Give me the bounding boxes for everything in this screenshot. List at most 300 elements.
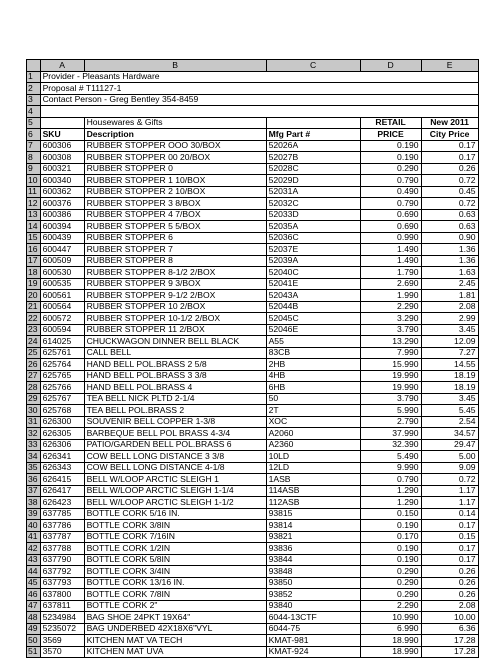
row-number[interactable]: 1 [27, 71, 41, 83]
sku-cell[interactable]: 600564 [40, 301, 84, 313]
description-cell[interactable]: BOTTLE CORK 3/8IN [84, 520, 266, 532]
column-header-b[interactable]: B [84, 60, 266, 72]
sku-cell[interactable]: 637785 [40, 508, 84, 520]
city-price-cell[interactable]: 6.36 [421, 623, 478, 635]
description-cell[interactable]: RUBBER STOPPER 9-1/2 2/BOX [84, 290, 266, 302]
sku-cell[interactable]: 625766 [40, 382, 84, 394]
table-row [27, 359, 479, 371]
sku-cell[interactable]: 600308 [40, 152, 84, 164]
sku-cell[interactable]: 600376 [40, 198, 84, 210]
sku-cell[interactable]: 600439 [40, 232, 84, 244]
row-number[interactable]: 31 [27, 416, 41, 428]
mfg-part-cell[interactable]: 6044-75 [266, 623, 360, 635]
city-price-cell[interactable]: 2.54 [421, 416, 478, 428]
sku-cell[interactable]: 637800 [40, 589, 84, 601]
mfg-part-cell[interactable]: 52032C [266, 198, 360, 210]
row-number[interactable]: 27 [27, 370, 41, 382]
row-number[interactable]: 8 [27, 152, 41, 164]
description-cell[interactable]: PATIO/GARDEN BELL POL.BRASS 6 [84, 439, 266, 451]
retail-price-cell[interactable]: 0.190 [360, 554, 421, 566]
description-cell[interactable]: BELL W/LOOP ARCTIC SLEIGH 1 [84, 474, 266, 486]
mfg-part-cell[interactable]: 93844 [266, 554, 360, 566]
sku-cell[interactable]: 600572 [40, 313, 84, 325]
sku-cell[interactable]: 626423 [40, 497, 84, 509]
row-number[interactable]: 7 [27, 140, 41, 152]
retail-price-cell[interactable]: 0.290 [360, 163, 421, 175]
retail-price-cell[interactable]: 1.790 [360, 267, 421, 279]
sku-header[interactable]: SKU [40, 129, 84, 141]
provider-cell[interactable]: Provider - Pleasants Hardware [40, 71, 478, 83]
city-price-cell[interactable]: 18.19 [421, 370, 478, 382]
mfg-part-cell[interactable]: 52046E [266, 324, 360, 336]
description-cell[interactable]: RUBBER STOPPER 8-1/2 2/BOX [84, 267, 266, 279]
retail-price-cell[interactable]: 0.790 [360, 175, 421, 187]
mfg-part-cell[interactable]: 93848 [266, 566, 360, 578]
city-price-cell[interactable]: 7.27 [421, 347, 478, 359]
sku-cell[interactable]: 600321 [40, 163, 84, 175]
row-number[interactable]: 25 [27, 347, 41, 359]
city-price-cell[interactable]: 1.36 [421, 244, 478, 256]
sku-cell[interactable]: 600447 [40, 244, 84, 256]
sku-cell[interactable]: 600535 [40, 278, 84, 290]
row-number[interactable]: 19 [27, 278, 41, 290]
mfg-part-cell[interactable]: 52027B [266, 152, 360, 164]
cell-a5[interactable] [40, 117, 84, 129]
description-cell[interactable]: BAG SHOE 24PKT 19X64" [84, 612, 266, 624]
row-number[interactable]: 6 [27, 129, 41, 141]
sku-cell[interactable]: 600306 [40, 140, 84, 152]
sku-cell[interactable]: 637786 [40, 520, 84, 532]
retail-price-cell[interactable]: 18.990 [360, 646, 421, 658]
description-cell[interactable]: BELL W/LOOP ARCTIC SLEIGH 1-1/4 [84, 485, 266, 497]
description-cell[interactable]: RUBBER STOPPER 5 5/BOX [84, 221, 266, 233]
description-cell[interactable]: KITCHEN MAT VA TECH [84, 635, 266, 647]
retail-price-cell[interactable]: 0.990 [360, 232, 421, 244]
row-number[interactable]: 41 [27, 531, 41, 543]
row-number[interactable]: 2 [27, 83, 41, 95]
mfg-part-cell[interactable]: 93840 [266, 600, 360, 612]
row-number[interactable]: 13 [27, 209, 41, 221]
retail-price-cell[interactable]: 10.990 [360, 612, 421, 624]
row-number[interactable]: 34 [27, 451, 41, 463]
description-cell[interactable]: RUBBER STOPPER 7 [84, 244, 266, 256]
mfg-part-cell[interactable]: 4HB [266, 370, 360, 382]
mfg-part-cell[interactable]: 12LD [266, 462, 360, 474]
retail-price-cell[interactable]: 0.290 [360, 577, 421, 589]
row-number[interactable]: 5 [27, 117, 41, 129]
sku-cell[interactable]: 626343 [40, 462, 84, 474]
sku-cell[interactable]: 637787 [40, 531, 84, 543]
mfg-part-cell[interactable]: 93836 [266, 543, 360, 555]
description-cell[interactable]: RUBBER STOPPER 4 7/BOX [84, 209, 266, 221]
mfg-part-cell[interactable]: 52036C [266, 232, 360, 244]
sku-cell[interactable]: 625761 [40, 347, 84, 359]
retail-price-cell[interactable]: 0.690 [360, 209, 421, 221]
retail-price-cell[interactable]: 19.990 [360, 370, 421, 382]
description-cell[interactable]: BOTTLE CORK 5/16 IN. [84, 508, 266, 520]
row-number[interactable]: 51 [27, 646, 41, 658]
description-cell[interactable]: COW BELL LONG DISTANCE 4-1/8 [84, 462, 266, 474]
city-price-cell[interactable]: 1.36 [421, 255, 478, 267]
retail-price-cell[interactable]: 2.690 [360, 278, 421, 290]
city-price-cell[interactable]: 3.45 [421, 324, 478, 336]
city-price-cell[interactable]: 29.47 [421, 439, 478, 451]
city-price-cell[interactable]: 34.57 [421, 428, 478, 440]
row-number[interactable]: 3 [27, 94, 41, 106]
retail-price-cell[interactable]: 0.790 [360, 198, 421, 210]
city-price-cell[interactable]: 1.17 [421, 485, 478, 497]
row-number[interactable]: 21 [27, 301, 41, 313]
city-price-cell[interactable]: 2.08 [421, 600, 478, 612]
city-price-cell[interactable]: 17.28 [421, 635, 478, 647]
description-cell[interactable]: RUBBER STOPPER 8 [84, 255, 266, 267]
row-number[interactable]: 30 [27, 405, 41, 417]
retail-price-cell[interactable]: 2.290 [360, 301, 421, 313]
mfg-part-cell[interactable]: 1ASB [266, 474, 360, 486]
row-number[interactable]: 26 [27, 359, 41, 371]
sku-cell[interactable]: 637790 [40, 554, 84, 566]
city-price-cell[interactable]: 0.26 [421, 163, 478, 175]
description-cell[interactable]: RUBBER STOPPER 10-1/2 2/BOX [84, 313, 266, 325]
city-price-cell[interactable]: 0.26 [421, 589, 478, 601]
retail-price-cell[interactable]: 0.150 [360, 508, 421, 520]
mfg-part-cell[interactable]: 52033D [266, 209, 360, 221]
retail-price-cell[interactable]: 19.990 [360, 382, 421, 394]
sku-cell[interactable]: 600594 [40, 324, 84, 336]
row-number[interactable]: 42 [27, 543, 41, 555]
retail-price-cell[interactable]: 0.170 [360, 531, 421, 543]
row-number[interactable]: 43 [27, 554, 41, 566]
city-price-cell[interactable]: 0.14 [421, 508, 478, 520]
retail-price-cell[interactable]: 0.690 [360, 221, 421, 233]
column-header-e[interactable]: E [421, 60, 478, 72]
mfg-part-cell[interactable]: 83CB [266, 347, 360, 359]
mfg-part-cell[interactable]: KMAT-981 [266, 635, 360, 647]
row-number[interactable]: 23 [27, 324, 41, 336]
mfg-part-cell[interactable]: 2T [266, 405, 360, 417]
description-cell[interactable]: RUBBER STOPPER 10 2/BOX [84, 301, 266, 313]
retail-price-cell[interactable]: 32.390 [360, 439, 421, 451]
contact-cell[interactable]: Contact Person - Greg Bentley 354-8459 [40, 94, 478, 106]
mfg-part-cell[interactable]: 93815 [266, 508, 360, 520]
retail-price-cell[interactable]: 7.990 [360, 347, 421, 359]
city-price-cell[interactable]: 0.17 [421, 554, 478, 566]
city-price-cell[interactable]: 5.00 [421, 451, 478, 463]
row-number[interactable]: 48 [27, 612, 41, 624]
mfg-part-cell[interactable]: KMAT-924 [266, 646, 360, 658]
sku-cell[interactable]: 637793 [40, 577, 84, 589]
sku-cell[interactable]: 614025 [40, 336, 84, 348]
mfg-part-cell[interactable]: 52045C [266, 313, 360, 325]
description-cell[interactable]: BOTTLE CORK 13/16 IN. [84, 577, 266, 589]
row-number[interactable]: 10 [27, 175, 41, 187]
mfg-part-cell[interactable]: 52043A [266, 290, 360, 302]
description-cell[interactable]: RUBBER STOPPER 1 10/BOX [84, 175, 266, 187]
description-cell[interactable]: CHUCKWAGON DINNER BELL BLACK [84, 336, 266, 348]
description-cell[interactable]: RUBBER STOPPER 3 8/BOX [84, 198, 266, 210]
sku-cell[interactable]: 600509 [40, 255, 84, 267]
retail-price-cell[interactable]: 6.990 [360, 623, 421, 635]
city-price-cell[interactable]: 0.17 [421, 140, 478, 152]
city-price-cell[interactable]: 14.55 [421, 359, 478, 371]
description-cell[interactable]: RUBBER STOPPER 9 3/BOX [84, 278, 266, 290]
retail-price-cell[interactable]: 0.190 [360, 152, 421, 164]
mfg-part-cell[interactable]: 93814 [266, 520, 360, 532]
row-number[interactable]: 50 [27, 635, 41, 647]
row-number[interactable]: 32 [27, 428, 41, 440]
city-price-cell[interactable]: 3.45 [421, 393, 478, 405]
row-number[interactable]: 15 [27, 232, 41, 244]
retail-price-cell[interactable]: 0.190 [360, 520, 421, 532]
city-price-cell[interactable]: 0.26 [421, 566, 478, 578]
city-price-cell[interactable]: 1.17 [421, 497, 478, 509]
row-number[interactable]: 17 [27, 255, 41, 267]
row-number[interactable]: 39 [27, 508, 41, 520]
retail-price-cell[interactable]: 9.990 [360, 462, 421, 474]
mfg-part-cell[interactable]: 52029D [266, 175, 360, 187]
sku-cell[interactable]: 626415 [40, 474, 84, 486]
row-number[interactable]: 37 [27, 485, 41, 497]
category-cell[interactable]: Housewares & Gifts [84, 117, 266, 129]
sku-cell[interactable]: 625765 [40, 370, 84, 382]
sku-cell[interactable]: 637811 [40, 600, 84, 612]
sku-cell[interactable]: 637788 [40, 543, 84, 555]
city-price-cell[interactable]: 12.09 [421, 336, 478, 348]
city-price-cell[interactable]: 2.45 [421, 278, 478, 290]
description-cell[interactable]: SOUVENIR BELL COPPER 1-3/8 [84, 416, 266, 428]
description-cell[interactable]: RUBBER STOPPER 00 20/BOX [84, 152, 266, 164]
row-number[interactable]: 20 [27, 290, 41, 302]
description-cell[interactable]: BAG UNDERBED 42X18X6"VYL [84, 623, 266, 635]
retail-price-cell[interactable]: 1.290 [360, 497, 421, 509]
description-cell[interactable]: BARBEQUE BELL POL BRASS 4-3/4 [84, 428, 266, 440]
sku-cell[interactable]: 600362 [40, 186, 84, 198]
mfg-part-cell[interactable]: 52035A [266, 221, 360, 233]
retail-price-cell[interactable]: 0.490 [360, 186, 421, 198]
sku-cell[interactable]: 600561 [40, 290, 84, 302]
sku-cell[interactable]: 626300 [40, 416, 84, 428]
description-cell[interactable]: TEA BELL NICK PLTD 2-1/4 [84, 393, 266, 405]
city-price-cell[interactable]: 0.45 [421, 186, 478, 198]
description-cell[interactable]: BOTTLE CORK 5/8IN [84, 554, 266, 566]
description-cell[interactable]: BOTTLE CORK 3/4IN [84, 566, 266, 578]
new-2011-header-cell[interactable]: New 2011 [421, 117, 478, 129]
mfg-part-cell[interactable]: 6HB [266, 382, 360, 394]
city-price-cell[interactable]: 9.09 [421, 462, 478, 474]
retail-price-cell[interactable]: 3.790 [360, 393, 421, 405]
retail-price-cell[interactable]: 13.290 [360, 336, 421, 348]
row-number[interactable]: 49 [27, 623, 41, 635]
row-number[interactable]: 45 [27, 577, 41, 589]
mfg-part-cell[interactable]: A2360 [266, 439, 360, 451]
sku-cell[interactable]: 625764 [40, 359, 84, 371]
description-header[interactable]: Description [84, 129, 266, 141]
mfg-part-cell[interactable]: 52028C [266, 163, 360, 175]
city-price-cell[interactable]: 0.63 [421, 221, 478, 233]
sku-cell[interactable]: 637792 [40, 566, 84, 578]
row-number[interactable]: 4 [27, 106, 41, 118]
sku-cell[interactable]: 600386 [40, 209, 84, 221]
description-cell[interactable]: RUBBER STOPPER 6 [84, 232, 266, 244]
mfg-part-cell[interactable]: A55 [266, 336, 360, 348]
retail-header-cell[interactable]: RETAIL [360, 117, 421, 129]
city-price-cell[interactable]: 0.90 [421, 232, 478, 244]
retail-price-cell[interactable]: 5.490 [360, 451, 421, 463]
retail-price-cell[interactable]: 0.790 [360, 474, 421, 486]
retail-price-cell[interactable]: 0.190 [360, 140, 421, 152]
row-number[interactable]: 18 [27, 267, 41, 279]
retail-price-cell[interactable]: 15.990 [360, 359, 421, 371]
mfg-part-cell[interactable]: 10LD [266, 451, 360, 463]
description-cell[interactable]: KITCHEN MAT UVA [84, 646, 266, 658]
description-cell[interactable]: BOTTLE CORK 7/8IN [84, 589, 266, 601]
description-cell[interactable]: COW BELL LONG DISTANCE 3 3/8 [84, 451, 266, 463]
sku-cell[interactable]: 626305 [40, 428, 84, 440]
row-number[interactable]: 29 [27, 393, 41, 405]
sku-cell[interactable]: 5234984 [40, 612, 84, 624]
description-cell[interactable]: HAND BELL POL.BRASS 2 5/8 [84, 359, 266, 371]
sku-cell[interactable]: 626306 [40, 439, 84, 451]
mfg-part-cell[interactable]: 52037E [266, 244, 360, 256]
row-number[interactable]: 38 [27, 497, 41, 509]
mfg-part-cell[interactable]: 52044B [266, 301, 360, 313]
city-price-cell[interactable]: 18.19 [421, 382, 478, 394]
mfg-part-cell[interactable]: A2060 [266, 428, 360, 440]
description-cell[interactable]: RUBBER STOPPER 11 2/BOX [84, 324, 266, 336]
city-price-cell[interactable]: 5.45 [421, 405, 478, 417]
description-cell[interactable]: BOTTLE CORK 7/16IN [84, 531, 266, 543]
description-cell[interactable]: CALL BELL [84, 347, 266, 359]
row-number[interactable]: 47 [27, 600, 41, 612]
description-cell[interactable]: HAND BELL POL.BRASS 3 3/8 [84, 370, 266, 382]
sku-cell[interactable]: 600394 [40, 221, 84, 233]
description-cell[interactable]: HAND BELL POL.BRASS 4 [84, 382, 266, 394]
column-header-d[interactable]: D [360, 60, 421, 72]
sku-cell[interactable]: 600530 [40, 267, 84, 279]
sku-cell[interactable]: 625767 [40, 393, 84, 405]
mfg-part-cell[interactable]: 93852 [266, 589, 360, 601]
retail-price-cell[interactable]: 3.290 [360, 313, 421, 325]
mfg-part-cell[interactable]: 52041E [266, 278, 360, 290]
retail-price-cell[interactable]: 5.990 [360, 405, 421, 417]
city-price-cell[interactable]: 0.72 [421, 175, 478, 187]
retail-price-cell[interactable]: 1.290 [360, 485, 421, 497]
sku-cell[interactable]: 3569 [40, 635, 84, 647]
row-number[interactable]: 28 [27, 382, 41, 394]
mfg-part-cell[interactable]: 52040C [266, 267, 360, 279]
mfg-part-cell[interactable]: XOC [266, 416, 360, 428]
city-price-cell[interactable]: 0.17 [421, 520, 478, 532]
column-header-a[interactable]: A [40, 60, 84, 72]
cell-c5[interactable] [266, 117, 360, 129]
city-price-cell[interactable]: 17.28 [421, 646, 478, 658]
city-price-cell[interactable]: 0.72 [421, 198, 478, 210]
retail-price-cell[interactable]: 1.490 [360, 255, 421, 267]
retail-price-cell[interactable]: 0.290 [360, 566, 421, 578]
row-number[interactable]: 44 [27, 566, 41, 578]
row-number[interactable]: 22 [27, 313, 41, 325]
city-price-cell[interactable]: 0.72 [421, 474, 478, 486]
mfg-part-cell[interactable]: 2HB [266, 359, 360, 371]
retail-price-cell[interactable]: 1.490 [360, 244, 421, 256]
retail-price-cell[interactable]: 0.190 [360, 543, 421, 555]
city-price-cell[interactable]: 2.08 [421, 301, 478, 313]
city-price-cell[interactable]: 0.17 [421, 152, 478, 164]
retail-price-cell[interactable]: 18.990 [360, 635, 421, 647]
city-price-cell[interactable]: 1.63 [421, 267, 478, 279]
description-cell[interactable]: RUBBER STOPPER 0 [84, 163, 266, 175]
city-price-cell[interactable]: 0.17 [421, 543, 478, 555]
sku-cell[interactable]: 625768 [40, 405, 84, 417]
city-price-cell[interactable]: 0.26 [421, 577, 478, 589]
mfg-part-cell[interactable]: 52039A [266, 255, 360, 267]
mfg-part-cell[interactable]: 6044-13CTF [266, 612, 360, 624]
row-number[interactable]: 33 [27, 439, 41, 451]
price-header[interactable]: PRICE [360, 129, 421, 141]
mfg-part-header[interactable]: Mfg Part # [266, 129, 360, 141]
row-number[interactable]: 14 [27, 221, 41, 233]
row-number[interactable]: 40 [27, 520, 41, 532]
retail-price-cell[interactable]: 2.790 [360, 416, 421, 428]
row-number[interactable]: 24 [27, 336, 41, 348]
mfg-part-cell[interactable]: 93850 [266, 577, 360, 589]
row-number[interactable]: 36 [27, 474, 41, 486]
table-row [27, 382, 479, 394]
city-price-cell[interactable]: 10.00 [421, 612, 478, 624]
retail-price-cell[interactable]: 37.990 [360, 428, 421, 440]
description-cell[interactable]: TEA BELL POL.BRASS 2 [84, 405, 266, 417]
description-cell[interactable]: RUBBER STOPPER OOO 30/BOX [84, 140, 266, 152]
row-number[interactable]: 12 [27, 198, 41, 210]
sku-cell[interactable]: 600340 [40, 175, 84, 187]
city-price-cell[interactable]: 2.99 [421, 313, 478, 325]
row-number[interactable]: 46 [27, 589, 41, 601]
sku-cell[interactable]: 5235072 [40, 623, 84, 635]
description-cell[interactable]: BOTTLE CORK 2" [84, 600, 266, 612]
description-cell[interactable]: BELL W/LOOP ARCTIC SLEIGH 1-1/2 [84, 497, 266, 509]
row-number[interactable]: 11 [27, 186, 41, 198]
table-row [27, 554, 479, 566]
mfg-part-cell[interactable]: 112ASB [266, 497, 360, 509]
description-cell[interactable]: RUBBER STOPPER 2 10/BOX [84, 186, 266, 198]
sku-cell[interactable]: 3570 [40, 646, 84, 658]
proposal-cell[interactable]: Proposal # T11127-1 [40, 83, 478, 95]
city-price-cell[interactable]: 1.81 [421, 290, 478, 302]
city-price-cell[interactable]: 0.63 [421, 209, 478, 221]
table-row [27, 290, 479, 302]
mfg-part-cell[interactable]: 93821 [266, 531, 360, 543]
retail-price-cell[interactable]: 3.790 [360, 324, 421, 336]
city-price-header[interactable]: City Price [421, 129, 478, 141]
retail-price-cell[interactable]: 1.990 [360, 290, 421, 302]
mfg-part-cell[interactable]: 52031A [266, 186, 360, 198]
mfg-part-cell[interactable]: 52026A [266, 140, 360, 152]
description-cell[interactable]: BOTTLE CORK 1/2IN [84, 543, 266, 555]
corner-cell[interactable] [27, 60, 41, 72]
row-number[interactable]: 16 [27, 244, 41, 256]
column-header-c[interactable]: C [266, 60, 360, 72]
sku-cell[interactable]: 626341 [40, 451, 84, 463]
retail-price-cell[interactable]: 0.290 [360, 589, 421, 601]
row-number[interactable]: 35 [27, 462, 41, 474]
blank-cell[interactable] [40, 106, 478, 118]
city-price-cell[interactable]: 0.15 [421, 531, 478, 543]
sku-cell[interactable]: 626417 [40, 485, 84, 497]
mfg-part-cell[interactable]: 114ASB [266, 485, 360, 497]
row-number[interactable]: 9 [27, 163, 41, 175]
mfg-part-cell[interactable]: 50 [266, 393, 360, 405]
retail-price-cell[interactable]: 2.290 [360, 600, 421, 612]
